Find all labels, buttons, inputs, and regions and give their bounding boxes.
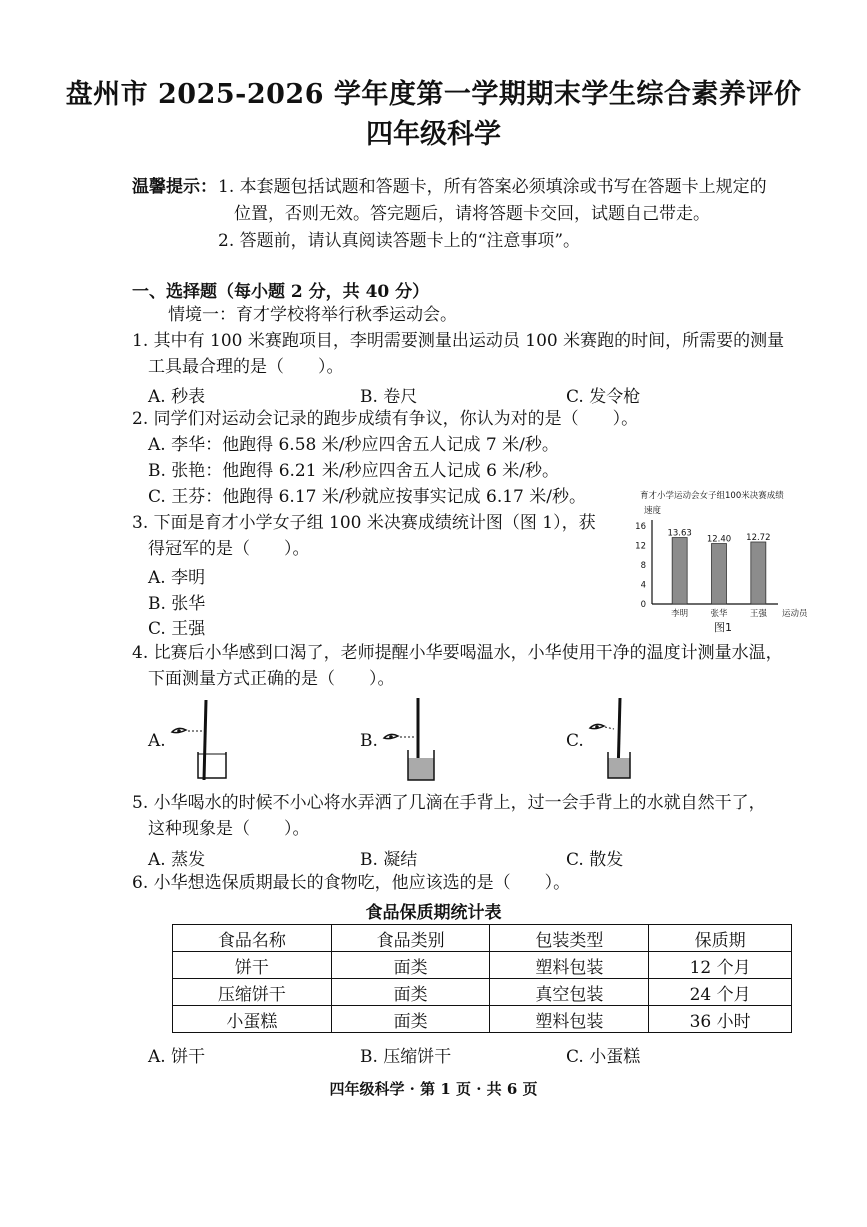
chart-y-tick-label: 8 <box>640 561 646 571</box>
table-caption: 食品保质期统计表 <box>365 903 502 923</box>
table-header-cell: 食品名称 <box>173 925 332 952</box>
table-header-row <box>173 925 792 952</box>
chart-y-tick-label: 16 <box>635 522 646 532</box>
q1-stem-line-2: 工具最合理的是（ ）。 <box>148 357 344 377</box>
q2-stem: 2. 同学们对运动会记录的跑步成绩有争议，你认为对的是（ ）。 <box>132 409 639 429</box>
chart-caption: 图1 <box>714 621 732 634</box>
section-heading: 一、选择题（每小题 2 分，共 40 分） <box>132 282 430 302</box>
chart-category-label: 张华 <box>710 609 728 619</box>
table-cell: 面类 <box>331 952 490 979</box>
q6-stem: 6. 小华想选保质期最长的食物吃，他应该选的是（ ）。 <box>132 873 571 893</box>
notice-line-2: 位置，否则无效。答完题后，请将答题卡交回，试题自己带走。 <box>234 204 710 224</box>
q4-option-a-figure <box>168 696 238 786</box>
q1-option-c: C. 发令枪 <box>566 387 641 407</box>
table-cell: 面类 <box>331 979 490 1006</box>
table-row <box>173 952 792 979</box>
table-cell: 12 个月 <box>649 952 792 979</box>
q4-option-c-figure <box>586 694 646 786</box>
thermometer <box>204 700 206 780</box>
notice-line-1: 1. 本套题包括试题和答题卡，所有答案必须填涂或书写在答题卡上规定的 <box>218 177 767 197</box>
chart-y-tick-label: 12 <box>635 541 646 552</box>
q1-option-b: B. 卷尺 <box>360 387 418 407</box>
chart-data-label: 12.72 <box>746 532 771 543</box>
q5-option-b: B. 凝结 <box>360 850 418 870</box>
chart-y-tick-label: 0 <box>640 600 646 610</box>
q5-stem-line-1: 5. 小华喝水的时候不小心将水弄洒了几滴在手背上，过一会手背上的水就自然干了， <box>132 793 766 813</box>
chart-data-label: 13.63 <box>667 528 692 539</box>
bar-chart-figure-1 <box>628 486 828 636</box>
q1-stem-line-1: 1. 其中有 100 米赛跑项目，李明需要测量出运动员 100 米赛跑的时间，所需要的测量 <box>132 331 785 351</box>
q6-option-b: B. 压缩饼干 <box>360 1047 452 1067</box>
q5-option-c: C. 散发 <box>566 850 624 870</box>
page-footer: 四年级科学 · 第 1 页 · 共 6 页 <box>329 1080 538 1098</box>
chart-xlabel: 运动员 <box>782 609 808 619</box>
q3-stem-line-1: 3. 下面是育才小学女子组 100 米决赛成绩统计图（图 1），获 <box>132 513 596 533</box>
chart-bar <box>672 538 687 604</box>
table-cell: 真空包装 <box>490 979 649 1006</box>
chart-bar <box>712 544 727 604</box>
q3-option-a: A. 李明 <box>148 568 206 588</box>
q4-option-a-label: A. <box>148 731 166 751</box>
notice-line-3: 2. 答题前，请认真阅读答题卡上的“注意事项”。 <box>218 231 581 251</box>
q6-option-c: C. 小蛋糕 <box>566 1047 641 1067</box>
table-cell: 小蛋糕 <box>173 1006 332 1033</box>
table-header-cell: 包装类型 <box>490 925 649 952</box>
table-cell: 塑料包装 <box>490 1006 649 1033</box>
chart-ylabel: 速度 <box>644 506 662 516</box>
q2-option-b: B. 张艳：他跑得 6.21 米/秒应四舍五人记成 6 米/秒。 <box>148 461 560 481</box>
chart-category-label: 王强 <box>749 609 767 619</box>
q5-stem-line-2: 这种现象是（ ）。 <box>148 819 310 839</box>
scenario-text: 情境一：育才学校将举行秋季运动会。 <box>168 305 457 325</box>
q4-stem-line-2: 下面测量方式正确的是（ ）。 <box>148 669 395 689</box>
table-cell: 面类 <box>331 1006 490 1033</box>
table-cell: 塑料包装 <box>490 952 649 979</box>
table-cell: 饼干 <box>173 952 332 979</box>
table-cell: 36 小时 <box>649 1006 792 1033</box>
chart-bar <box>751 542 766 604</box>
chart-category-label: 李明 <box>671 609 689 619</box>
chart-y-tick-label: 4 <box>640 580 646 591</box>
q5-option-a: A. 蒸发 <box>148 850 206 870</box>
q4-option-b-figure <box>378 694 448 786</box>
q2-option-a: A. 李华：他跑得 6.58 米/秒应四舍五人记成 7 米/秒。 <box>148 435 559 455</box>
table-cell: 压缩饼干 <box>173 979 332 1006</box>
table-row <box>173 979 792 1006</box>
q2-option-c: C. 王芬：他跑得 6.17 米/秒就应按事实记成 6.17 米/秒。 <box>148 487 586 507</box>
notice-label: 温馨提示： <box>132 177 217 197</box>
q3-option-c: C. 王强 <box>148 619 206 639</box>
q4-stem-line-1: 4. 比赛后小华感到口渴了，老师提醒小华要喝温水，小华使用干净的温度计测量水温， <box>132 643 783 663</box>
chart-title: 育才小学运动会女子组100米决赛成绩 <box>640 491 784 501</box>
table-cell: 24 个月 <box>649 979 792 1006</box>
q1-option-a: A. 秒表 <box>148 387 206 407</box>
exam-subject: 四年级科学 <box>366 119 501 150</box>
exam-title: 盘州市 2025-2026 学年度第一学期期末学生综合素养评价 <box>65 79 802 110</box>
chart-data-label: 12.40 <box>706 534 732 545</box>
q6-option-a: A. 饼干 <box>148 1047 206 1067</box>
q3-option-b: B. 张华 <box>148 594 206 614</box>
table-header-cell: 保质期 <box>649 925 792 952</box>
food-shelf-life-table <box>172 924 792 1033</box>
table-row <box>173 1006 792 1033</box>
table-header-cell: 食品类别 <box>331 925 490 952</box>
q4-option-b-label: B. <box>360 731 378 751</box>
beaker <box>198 752 226 778</box>
q3-stem-line-2: 得冠军的是（ ）。 <box>148 539 310 559</box>
q4-option-c-label: C. <box>566 731 584 751</box>
